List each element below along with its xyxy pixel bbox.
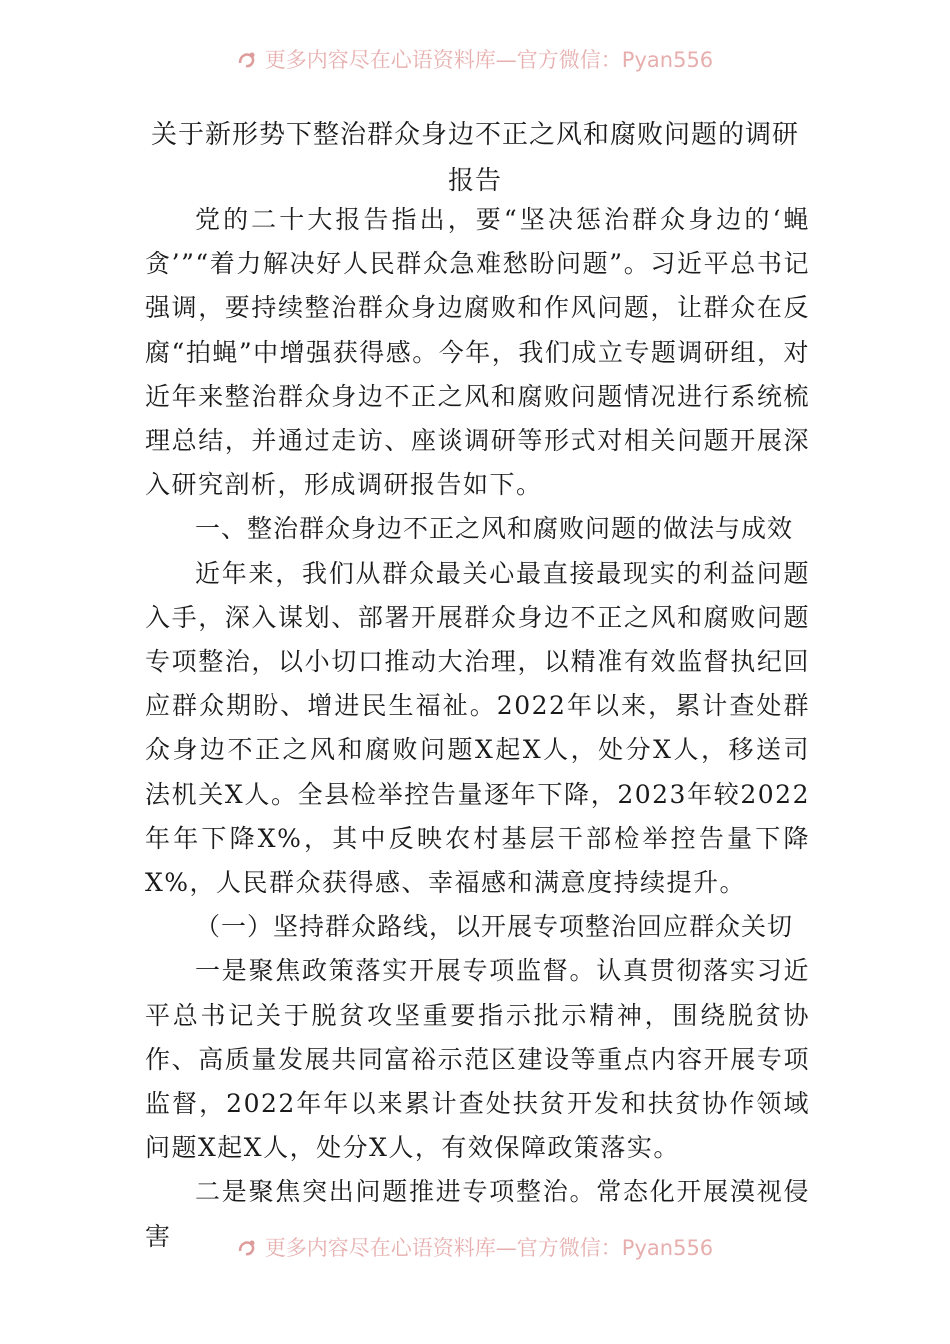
point-one-paragraph: 一是聚焦政策落实开展专项监督。认真贯彻落实习近平总书记关于脱贫攻坚重要指示批示精神，围绕脱贫协作、高质量发展共同富裕示范区建设等重点内容开展专项监督，2022年年以来累计查处扶贫开发和扶贫协作领域问题X起X人，处分X人，有效保障政策落实。 [145, 956, 810, 1163]
point-two-paragraph: 二是聚焦突出问题推进专项整治。常态化开展漠视侵害 [145, 1177, 810, 1251]
section-heading: 一、整治群众身边不正之风和腐败问题的做法与成效 [195, 514, 794, 544]
subsection-heading: （一）坚持群众路线，以开展专项整治回应群众关切 [195, 912, 794, 942]
intro-paragraph: 党的二十大报告指出，要“坚决惩治群众身边的‘蝇贪’”“着力解决好人民群众急难愁盼问题”。习近平总书记强调，要持续整治群众身边腐败和作风问题，让群众在反腐“拍蝇”中增强获得感。今年，我们成立专题调研组，对近年来整治群众身边不正之风和腐败问题情况进行系统梳理总结，并通过走访、座谈调研等形式对相关问题开展深入研究剖析，形成调研报告如下。 [145, 205, 810, 500]
watermark-logo-icon [237, 1237, 259, 1259]
section-paragraph: 近年来，我们从群众最关心最直接最现实的利益问题入手，深入谋划、部署开展群众身边不正之风和腐败问题专项整治，以小切口推动大治理，以精准有效监督执纪回应群众期盼、增进民生福祉。2022年以来，累计查处群众身边不正之风和腐败问题X起X人，处分X人，移送司法机关X人。全县检举控告量逐年下降，2023年较2022年年下降X%，其中反映农村基层干部检举控告量下降X%，人民群众获得感、幸福感和满意度持续提升。 [145, 558, 810, 898]
watermark-footer [0, 1232, 950, 1262]
watermark-header [0, 44, 950, 74]
watermark-text: 更多内容尽在心语资料库—官方微信：Pyan556 [264, 1236, 714, 1260]
document-title: 关于新形势下整治群众身边不正之风和腐败问题的调研报告 [150, 120, 799, 196]
watermark-logo-icon [237, 49, 259, 71]
document-body [145, 198, 810, 1259]
watermark-text: 更多内容尽在心语资料库—官方微信：Pyan556 [264, 48, 714, 72]
